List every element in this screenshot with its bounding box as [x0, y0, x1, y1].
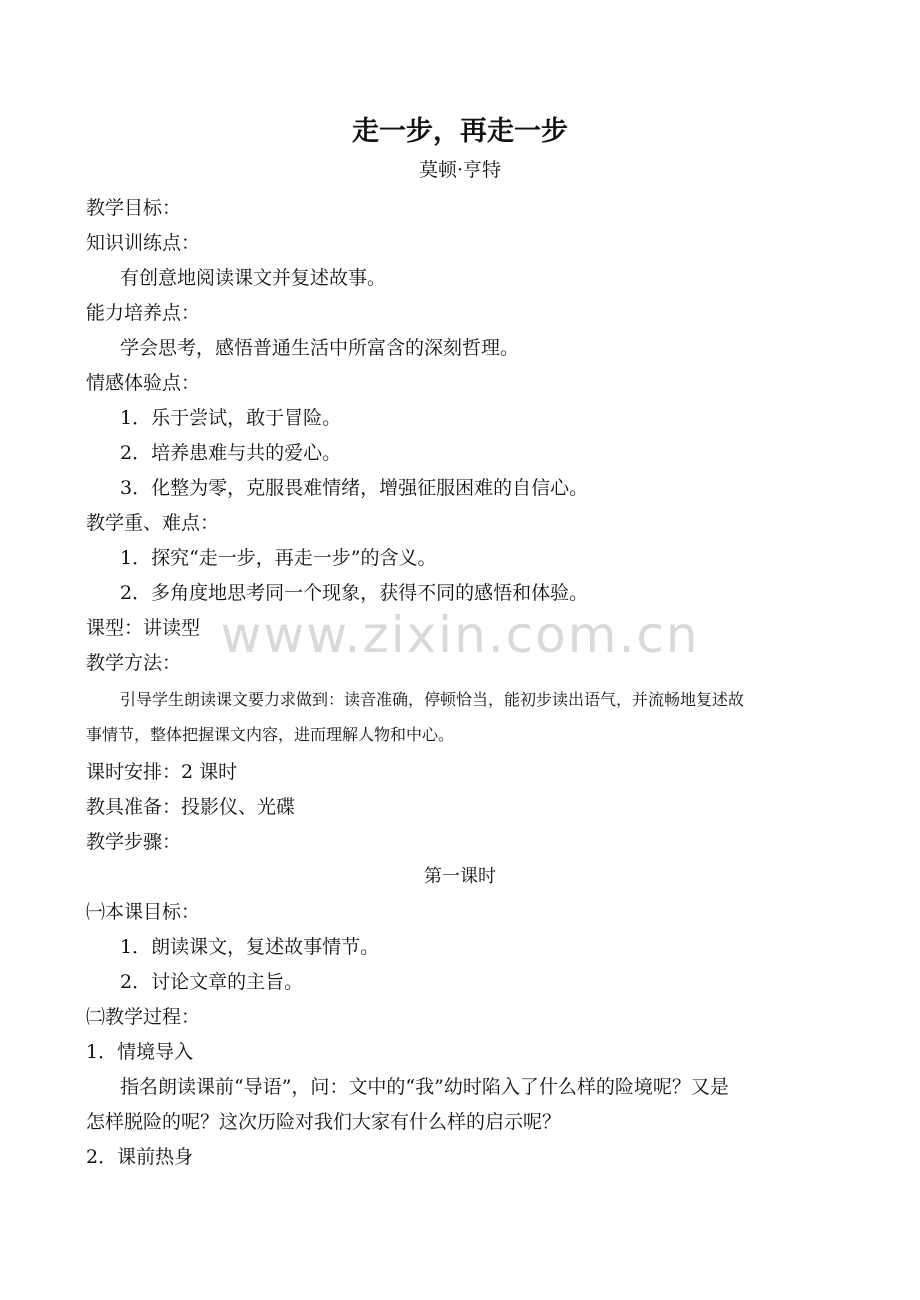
paragraph-method: 引导学生朗读课文要力求做到：读音准确，停顿恰当，能初步读出语气，并流畅地复述故 [120, 690, 745, 709]
heading-teaching-goals: 教学目标： [86, 197, 182, 219]
heading-ability-point: 能力培养点： [86, 302, 201, 324]
heading-teaching-process: ㈡教学过程： [86, 1006, 201, 1028]
heading-knowledge-point: 知识训练点： [86, 232, 201, 254]
list-item: 1．探究“走一步，再走一步”的含义。 [120, 547, 437, 569]
list-item: 2．讨论文章的主旨。 [120, 971, 304, 993]
paragraph-intro-continued: 怎样脱险的呢？这次历险对我们大家有什么样的启示呢？ [86, 1111, 562, 1133]
document-author: 莫顿·亨特 [418, 159, 502, 181]
paragraph-method-continued: 事情节，整体把握课文内容，进而理解人物和中心。 [86, 725, 455, 744]
paragraph-intro: 指名朗读课前“导语”，问：文中的“我”幼时陷入了什么样的险境呢？又是 [120, 1076, 729, 1098]
teaching-aids: 教具准备：投影仪、光碟 [86, 796, 296, 818]
watermark: www.zixin.com.cn [220, 606, 700, 664]
paragraph-ability: 学会思考，感悟普通生活中所富含的深刻哲理。 [120, 337, 520, 359]
list-item: 2．多角度地思考同一个现象，获得不同的感悟和体验。 [120, 582, 589, 604]
step-heading: 1．情境导入 [86, 1041, 194, 1063]
list-item: 1．朗读课文，复述故事情节。 [120, 936, 380, 958]
heading-teaching-method: 教学方法： [86, 652, 182, 674]
heading-teaching-steps: 教学步骤： [86, 831, 182, 853]
step-heading: 2．课前热身 [86, 1146, 194, 1168]
list-item: 2．培养患难与共的爱心。 [120, 442, 342, 464]
class-hours: 课时安排：2 课时 [86, 761, 238, 783]
list-item: 3．化整为零，克服畏难情绪，增强征服困难的自信心。 [120, 477, 589, 499]
document-title: 走一步，再走一步 [352, 116, 568, 147]
section-first-lesson: 第一课时 [424, 866, 496, 887]
list-item: 1．乐于尝试，敢于冒险。 [120, 407, 342, 429]
heading-key-points: 教学重、难点： [86, 512, 220, 534]
lesson-type: 课型：讲读型 [86, 617, 201, 639]
heading-emotion-point: 情感体验点： [86, 372, 201, 394]
heading-lesson-goals: ㈠本课目标： [86, 901, 201, 923]
paragraph-knowledge: 有创意地阅读课文并复述故事。 [120, 267, 387, 289]
